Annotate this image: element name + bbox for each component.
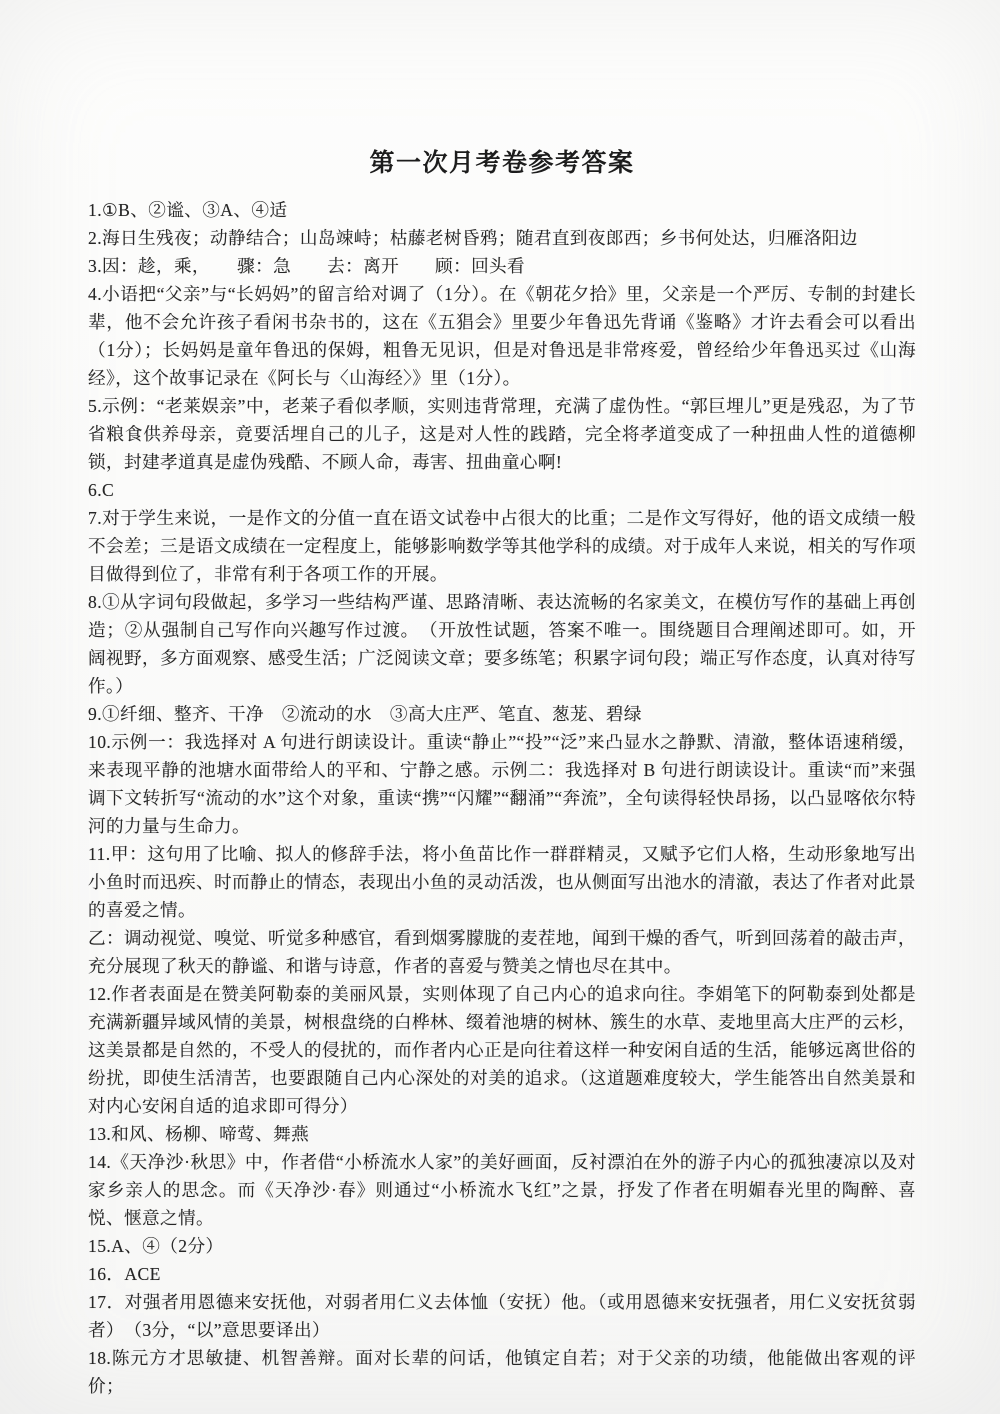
answers-section — [88, 196, 916, 1400]
answer-item-9: 9.①纤细、整齐、干净 ②流动的水 ③高大庄严、笔直、葱茏、碧绿 — [88, 704, 642, 724]
answer-item-6: 6.C — [88, 480, 115, 500]
answer-item-10: 10.示例一：我选择对 A 句进行朗读设计。重读“静止”“投”“泛”来凸显水之静默、清澈，整体语速稍缓，来表现平静的池塘水面带给人的平和、宁静之感。示例二：我选择对 B 句进行朗读设计。重读“而”来强调下文转折写“流动的水”这个对象，重读“携”“闪耀”“翻涌”“奔流”，全句读得轻快昂扬，以凸显喀依尔特河的力量与生命力。 — [88, 732, 916, 836]
answer-item-2: 2.海日生残夜；动静结合；山岛竦峙；枯藤老树昏鸦；随君直到夜郎西；乡书何处达，归雁洛阳边 — [88, 228, 858, 248]
answer-item-18: 18.陈元方才思敏捷、机智善辩。面对长辈的问话，他镇定自若；对于父亲的功绩，他能做出客观的评价； — [88, 1348, 916, 1396]
answer-item-15: 15.A、④（2分） — [88, 1236, 224, 1256]
answer-item-12: 12.作者表面是在赞美阿勒泰的美丽风景，实则体现了自己内心的追求向往。李娟笔下的阿勒泰到处都是充满新疆异域风情的美景，树根盘绕的白桦林、缀着池塘的树林、簇生的水草、麦地里高大庄严的云杉，这美景都是自然的，不受人的侵扰的，而作者内心正是向往着这样一种安闲自适的生活，能够远离世俗的纷扰，即使生活清苦，也要跟随自己内心深处的对美的追求。（这道题难度较大，学生能答出自然美景和对内心安闲自适的追求即可得分） — [88, 984, 916, 1116]
answer-item-14: 14.《天净沙·秋思》中，作者借“小桥流水人家”的美好画面，反衬漂泊在外的游子内心的孤独凄凉以及对家乡亲人的思念。而《天净沙·春》则通过“小桥流水飞红”之景，抒发了作者在明媚春光里的陶醉、喜悦、惬意之情。 — [88, 1152, 916, 1228]
page-title: 第一次月考卷参考答案 — [369, 150, 635, 177]
answer-item-8: 8.①从字词句段做起，多学习一些结构严谨、思路清晰、表达流畅的名家美文，在模仿写作的基础上再创造；②从强制自己写作向兴趣写作过渡。 （开放性试题，答案不唯一。围绕题目合理阐述即可。如，开阔视野，多方面观察、感受生活；广泛阅读文章；要多练笔；积累字词句段；端正写作态度，认真对待写作。） — [88, 592, 916, 696]
answer-item-16: 16．ACE — [88, 1264, 161, 1284]
answer-item-11-jia: 11.甲：这句用了比喻、拟人的修辞手法，将小鱼苗比作一群群精灵，又赋予它们人格，生动形象地写出小鱼时而迅疾、时而静止的情态，表现出小鱼的灵动活泼，也从侧面写出池水的清澈，表达了作者对此景的喜爱之情。 — [88, 844, 916, 920]
answer-item-1: 1.①B、②谧、③A、④适 — [88, 200, 288, 220]
answer-item-3: 3.因：趁，乘， 骤：急 去：离开 顾：回头看 — [88, 256, 526, 276]
answer-item-4: 4.小语把“父亲”与“长妈妈”的留言给对调了（1分）。在《朝花夕拾》里，父亲是一个严厉、专制的封建长辈，他不会允许孩子看闲书杂书的，这在《五猖会》里要少年鲁迅先背诵《鉴略》才许去看会可以看出（1分）；长妈妈是童年鲁迅的保姆，粗鲁无见识，但是对鲁迅是非常疼爱，曾经给少年鲁迅买过《山海经》，这个故事记录在《阿长与〈山海经〉》里（1分）。 — [88, 284, 916, 388]
answer-item-13: 13.和风、杨柳、啼莺、舞燕 — [88, 1124, 310, 1144]
answer-item-7: 7.对于学生来说，一是作文的分值一直在语文试卷中占很大的比重；二是作文写得好，他的语文成绩一般不会差；三是语文成绩在一定程度上，能够影响数学等其他学科的成绩。对于成年人来说，相关的写作项目做得到位了，非常有利于各项工作的开展。 — [88, 508, 916, 584]
answer-item-11-yi: 乙：调动视觉、嗅觉、听觉多种感官，看到烟雾朦胧的麦茬地，闻到干燥的香气，听到回荡着的敲击声，充分展现了秋天的静谧、和谐与诗意，作者的喜爱与赞美之情也尽在其中。 — [88, 928, 916, 976]
answer-item-5: 5.示例：“老莱娱亲”中，老莱子看似孝顺，实则违背常理，充满了虚伪性。“郭巨埋儿”更是残忍，为了节省粮食供养母亲，竟要活埋自己的儿子，这是对人性的践踏，完全将孝道变成了一种扭曲人性的道德柳锁，封建孝道真是虚伪残酷、不顾人命，毒害、扭曲童心啊! — [88, 396, 916, 472]
answer-item-17: 17．对强者用恩德来安抚他，对弱者用仁义去体恤（安抚）他。（或用恩德来安抚强者，用仁义安抚贫弱者） （3分，“以”意思要译出） — [88, 1292, 916, 1340]
